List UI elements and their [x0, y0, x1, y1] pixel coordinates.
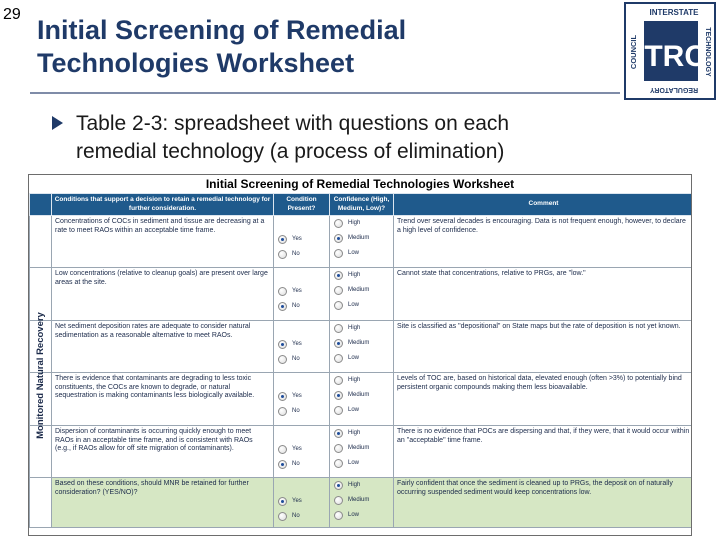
present-option-yes[interactable] — [278, 442, 329, 457]
slide-title — [37, 14, 597, 80]
confidence-cell — [330, 373, 394, 426]
logo-letters: ITRC — [636, 40, 706, 73]
radio-no[interactable] — [278, 460, 287, 469]
table-header-row — [30, 194, 693, 216]
radio-label-yes: Yes — [292, 446, 302, 453]
present-cell — [274, 478, 330, 528]
radio-low[interactable] — [334, 354, 343, 363]
radio-label-low: Low — [348, 407, 360, 414]
logo-bottom-text: REGULATORY — [649, 86, 699, 93]
radio-low[interactable] — [334, 249, 343, 258]
radio-low[interactable] — [334, 459, 343, 468]
confidence-option-low[interactable] — [334, 508, 393, 523]
radio-label-medium: Medium — [348, 392, 370, 399]
confidence-option-high[interactable] — [334, 216, 393, 231]
condition-cell: There is evidence that contaminants are degrading to less toxic constituents, the COCs are known to degrade, or natural sequestration is making contaminants less biologically available. — [52, 373, 274, 426]
radio-label-no: No — [292, 513, 300, 520]
radio-no[interactable] — [278, 250, 287, 259]
radio-label-medium: Medium — [348, 445, 370, 452]
bullet-line-2: remedial technology (a process of elimination) — [76, 140, 505, 163]
bullet-text — [76, 110, 636, 166]
logo-left-text: COUNCIL — [629, 34, 638, 70]
title-divider — [30, 92, 620, 94]
radio-label-high: High — [348, 377, 361, 384]
worksheet-image — [28, 174, 692, 536]
radio-label-no: No — [292, 356, 300, 363]
radio-low[interactable] — [334, 301, 343, 310]
confidence-option-low[interactable] — [334, 403, 393, 418]
radio-label-medium: Medium — [348, 497, 370, 504]
radio-label-low: Low — [348, 302, 360, 309]
radio-medium[interactable] — [334, 339, 343, 348]
radio-label-medium: Medium — [348, 340, 370, 347]
radio-label-yes: Yes — [292, 498, 302, 505]
radio-label-yes: Yes — [292, 236, 302, 243]
confidence-option-low[interactable] — [334, 456, 393, 471]
confidence-cell — [330, 426, 394, 478]
radio-no[interactable] — [278, 302, 287, 311]
comment-cell: Trend over several decades is encouraging. Data is not frequent enough, however, to declare a high level of confidence. — [394, 216, 693, 268]
radio-label-medium: Medium — [348, 287, 370, 294]
confidence-option-high[interactable] — [334, 426, 393, 441]
present-option-no[interactable] — [278, 247, 329, 262]
radio-label-yes: Yes — [292, 341, 302, 348]
condition-cell: Dispersion of contaminants is occurring quickly enough to meet RAOs in an acceptable time frame, and is consistent with RAOs (e.g., if RAOs allow for off site migration of contaminants). — [52, 426, 274, 478]
confidence-option-high[interactable] — [334, 373, 393, 388]
radio-label-high: High — [348, 482, 361, 489]
comment-cell: There is no evidence that POCs are dispersing and that, if they were, that it would occur within an "acceptable" time frame. — [394, 426, 693, 478]
radio-medium[interactable] — [334, 286, 343, 295]
present-cell — [274, 321, 330, 373]
confidence-cell — [330, 216, 394, 268]
present-option-no[interactable] — [278, 299, 329, 314]
confidence-option-low[interactable] — [334, 351, 393, 366]
present-option-yes[interactable] — [278, 232, 329, 247]
confidence-option-medium[interactable] — [334, 388, 393, 403]
table-row — [30, 321, 693, 373]
present-option-no[interactable] — [278, 457, 329, 472]
radio-label-high: High — [348, 325, 361, 332]
radio-medium[interactable] — [334, 496, 343, 505]
present-option-yes[interactable] — [278, 337, 329, 352]
bullet-arrow-icon — [52, 116, 63, 130]
slide-number: 29 — [3, 6, 21, 23]
radio-yes[interactable] — [278, 340, 287, 349]
radio-label-yes: Yes — [292, 288, 302, 295]
radio-label-no: No — [292, 461, 300, 468]
present-option-no[interactable] — [278, 352, 329, 367]
radio-medium[interactable] — [334, 444, 343, 453]
radio-high[interactable] — [334, 219, 343, 228]
confidence-option-high[interactable] — [334, 268, 393, 283]
condition-cell: Concentrations of COCs in sediment and tissue are decreasing at a rate to meet RAOs within an acceptable time frame. — [52, 216, 274, 268]
title-line-2: Technologies Worksheet — [37, 48, 355, 78]
confidence-option-medium[interactable] — [334, 283, 393, 298]
header-conditions: Conditions that support a decision to retain a remedial technology for further consideration. — [52, 194, 274, 216]
present-option-no[interactable] — [278, 509, 329, 524]
present-option-yes[interactable] — [278, 494, 329, 509]
header-comment: Comment — [394, 194, 693, 216]
radio-high[interactable] — [334, 429, 343, 438]
confidence-option-low[interactable] — [334, 246, 393, 261]
radio-yes[interactable] — [278, 445, 287, 454]
confidence-option-high[interactable] — [334, 478, 393, 493]
comment-cell: Levels of TOC are, based on historical data, elevated enough (often >3%) to potentially bind persistent organic compounds making them less bioavailable. — [394, 373, 693, 426]
radio-label-high: High — [348, 430, 361, 437]
comment-cell: Fairly confident that once the sediment is cleaned up to PRGs, the deposit on of naturally occurring suspended sediment would keep concentrations low. — [394, 478, 693, 528]
present-option-yes[interactable] — [278, 389, 329, 404]
condition-cell: Net sediment deposition rates are adequate to consider natural sedimentation as a reasonable alternative to meet RAOs. — [52, 321, 274, 373]
confidence-option-medium[interactable] — [334, 441, 393, 456]
radio-medium[interactable] — [334, 391, 343, 400]
confidence-cell — [330, 478, 394, 528]
radio-label-high: High — [348, 272, 361, 279]
comment-cell: Site is classified as "depositional" on State maps but the rate of deposition is not yet known. — [394, 321, 693, 373]
header-present: Condition Present? — [274, 194, 330, 216]
header-confidence: Confidence (High, Medium, Low)? — [330, 194, 394, 216]
table-row — [30, 216, 693, 268]
radio-label-low: Low — [348, 512, 360, 519]
radio-label-low: Low — [348, 250, 360, 257]
radio-label-high: High — [348, 220, 361, 227]
radio-label-medium: Medium — [348, 235, 370, 242]
confidence-option-high[interactable] — [334, 321, 393, 336]
title-line-1: Initial Screening of Remedial — [37, 15, 407, 45]
side-label-text: Monitored Natural Recovery — [34, 311, 46, 439]
confidence-option-medium[interactable] — [334, 231, 393, 246]
radio-label-no: No — [292, 251, 300, 258]
worksheet-title: Initial Screening of Remedial Technologies Worksheet — [29, 175, 691, 193]
side-label — [30, 214, 50, 536]
radio-yes[interactable] — [278, 497, 287, 506]
radio-no[interactable] — [278, 407, 287, 416]
confidence-option-medium[interactable] — [334, 493, 393, 508]
radio-label-low: Low — [348, 355, 360, 362]
confidence-option-medium[interactable] — [334, 336, 393, 351]
radio-yes[interactable] — [278, 392, 287, 401]
present-option-yes[interactable] — [278, 284, 329, 299]
present-option-no[interactable] — [278, 404, 329, 419]
radio-medium[interactable] — [334, 234, 343, 243]
confidence-cell — [330, 321, 394, 373]
radio-low[interactable] — [334, 406, 343, 415]
present-cell — [274, 268, 330, 321]
itrc-logo — [624, 2, 716, 100]
radio-label-no: No — [292, 408, 300, 415]
table-row — [30, 268, 693, 321]
confidence-option-low[interactable] — [334, 298, 393, 313]
table-body — [30, 216, 693, 528]
radio-label-low: Low — [348, 460, 360, 467]
worksheet-table — [29, 193, 692, 528]
radio-yes[interactable] — [278, 287, 287, 296]
table-row — [30, 426, 693, 478]
table-row — [30, 373, 693, 426]
radio-label-yes: Yes — [292, 393, 302, 400]
radio-label-no: No — [292, 303, 300, 310]
radio-no[interactable] — [278, 512, 287, 521]
comment-cell: Cannot state that concentrations, relative to PRGs, are "low." — [394, 268, 693, 321]
confidence-cell — [330, 268, 394, 321]
radio-no[interactable] — [278, 355, 287, 364]
condition-cell: Based on these conditions, should MNR be retained for further consideration? (YES/NO)? — [52, 478, 274, 528]
radio-high[interactable] — [334, 376, 343, 385]
radio-high[interactable] — [334, 271, 343, 280]
radio-yes[interactable] — [278, 235, 287, 244]
radio-high[interactable] — [334, 324, 343, 333]
present-cell — [274, 216, 330, 268]
condition-cell: Low concentrations (relative to cleanup goals) are present over large areas at the site. — [52, 268, 274, 321]
radio-high[interactable] — [334, 481, 343, 490]
logo-right-text: TECHNOLOGY — [704, 27, 711, 77]
table-row — [30, 478, 693, 528]
header-side — [30, 194, 52, 216]
logo-top-text: INTERSTATE — [649, 8, 699, 17]
present-cell — [274, 426, 330, 478]
radio-low[interactable] — [334, 511, 343, 520]
bullet-line-1: Table 2-3: spreadsheet with questions on each — [76, 112, 510, 135]
present-cell — [274, 373, 330, 426]
